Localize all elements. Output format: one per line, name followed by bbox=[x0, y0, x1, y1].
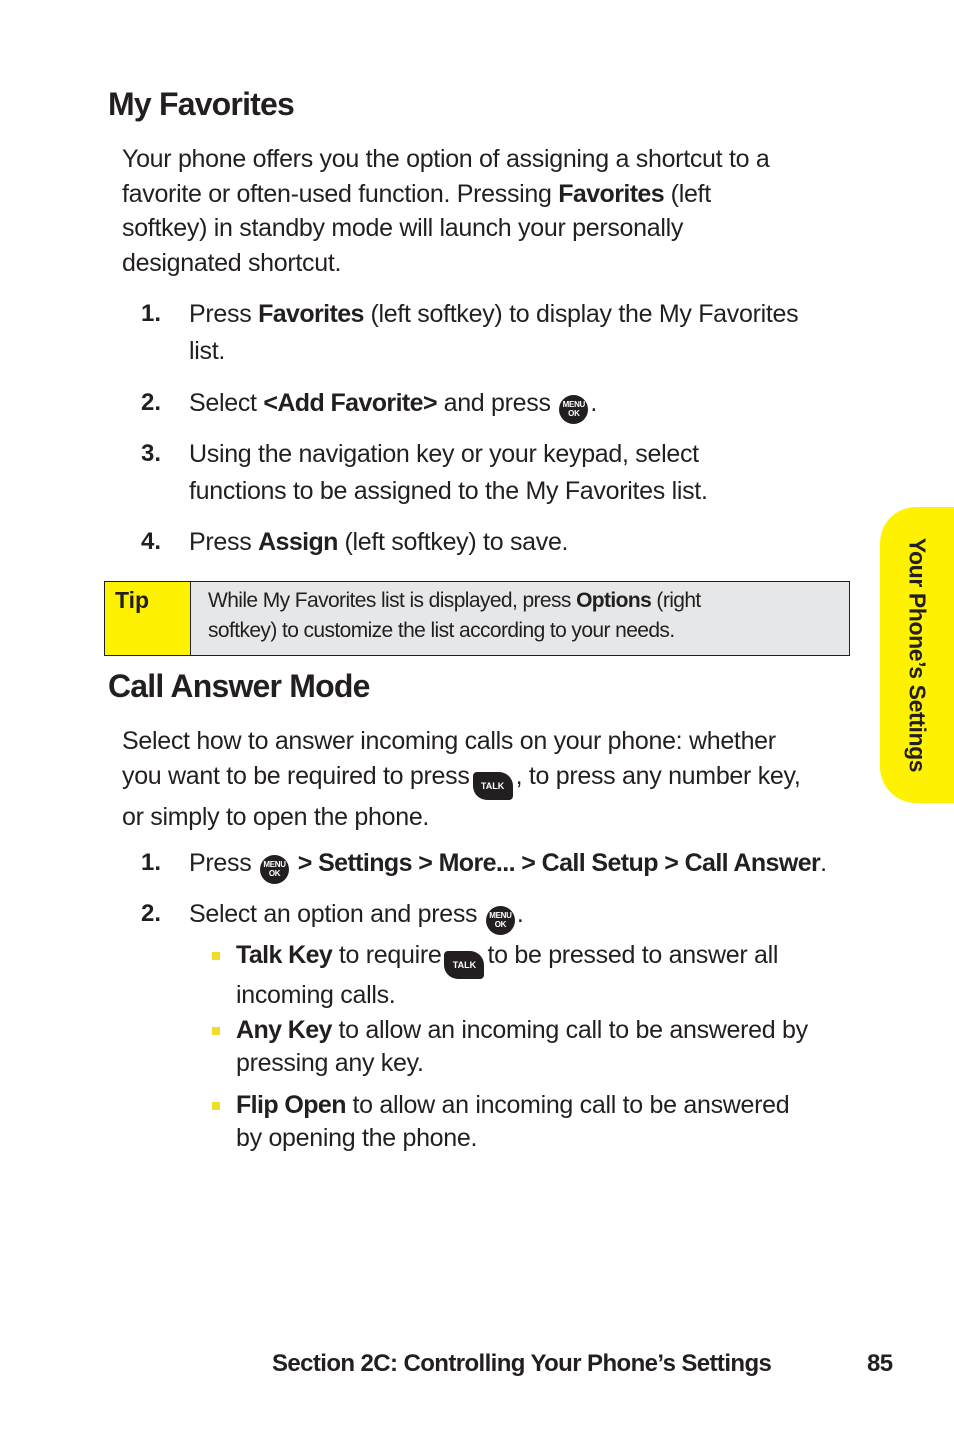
option-any-key bbox=[236, 1014, 866, 1080]
intro-line: softkey) in standby mode will launch your personally bbox=[122, 214, 684, 242]
tip-bold: Options bbox=[576, 589, 652, 612]
step-text: Press bbox=[189, 849, 252, 877]
key-label: OK bbox=[568, 409, 580, 418]
key-label: MENU bbox=[263, 860, 286, 869]
step-number: 3. bbox=[141, 440, 162, 467]
step-number: 1. bbox=[141, 300, 162, 327]
menu-ok-key-icon bbox=[486, 906, 515, 935]
option-line: pressing any key. bbox=[236, 1049, 424, 1077]
bullet-icon bbox=[212, 1102, 220, 1110]
step-line: list. bbox=[189, 337, 226, 365]
intro-line: designated shortcut. bbox=[122, 248, 342, 277]
intro-line bbox=[122, 177, 862, 212]
call-answer-step-1 bbox=[189, 845, 869, 884]
intro-bold: Favorites bbox=[558, 179, 665, 208]
step-number: 4. bbox=[141, 528, 162, 555]
step-bold: <Add Favorite> bbox=[263, 389, 437, 417]
option-talk-key bbox=[236, 939, 856, 1012]
my-favorites-intro bbox=[122, 142, 862, 280]
step-number: 1. bbox=[141, 849, 162, 876]
tip-label bbox=[105, 582, 191, 655]
step-line bbox=[189, 296, 859, 333]
step-2-text bbox=[189, 385, 859, 424]
menu-ok-key-icon bbox=[260, 855, 289, 884]
option-line bbox=[236, 1014, 866, 1047]
key-label: OK bbox=[268, 869, 281, 878]
chapter-side-tab bbox=[880, 507, 954, 803]
intro-line: Your phone offers you the option of assigning a shortcut to a bbox=[122, 145, 770, 173]
step-number: 2. bbox=[141, 900, 162, 927]
step-text: and press bbox=[436, 389, 551, 417]
tip-line: softkey) to customize the list according to your needs. bbox=[208, 619, 675, 642]
intro-text: you want to be required to press bbox=[122, 761, 470, 790]
bullet-icon bbox=[212, 952, 220, 960]
step-line: functions to be assigned to the My Favorites list. bbox=[189, 477, 708, 505]
footer-section-title: Section 2C: Controlling Your Phone’s Settings bbox=[272, 1350, 772, 1377]
tip-line bbox=[208, 586, 828, 616]
chapter-side-tab-label: Your Phone’s Settings bbox=[904, 537, 931, 773]
option-text: to allow an incoming call to be answered bbox=[345, 1091, 790, 1119]
step-1-text bbox=[189, 296, 859, 370]
step-4-text bbox=[189, 524, 859, 561]
step-text: Select bbox=[189, 389, 264, 417]
step-text: . bbox=[820, 849, 827, 877]
tip-text bbox=[208, 586, 828, 646]
section-title-call-answer-mode: Call Answer Mode bbox=[108, 668, 370, 704]
option-text: to be pressed to answer all bbox=[487, 941, 779, 969]
step-text: (left softkey) to display the My Favorites bbox=[363, 300, 799, 328]
bullet-icon bbox=[212, 1027, 220, 1035]
intro-line: Select how to answer incoming calls on your phone: whether bbox=[122, 727, 776, 755]
key-label: MENU bbox=[489, 911, 512, 920]
step-bold: Assign bbox=[258, 528, 338, 556]
call-answer-step-2 bbox=[189, 896, 869, 935]
intro-line bbox=[122, 759, 862, 800]
section-title-my-favorites: My Favorites bbox=[108, 86, 295, 122]
step-bold: Favorites bbox=[258, 300, 364, 328]
step-text: Press bbox=[189, 300, 259, 328]
option-flip-open bbox=[236, 1089, 866, 1155]
step-line: Using the navigation key or your keypad, select bbox=[189, 440, 699, 468]
option-line bbox=[236, 939, 856, 979]
intro-text: (left bbox=[664, 179, 711, 208]
tip-text-part: While My Favorites list is displayed, press bbox=[208, 589, 577, 612]
intro-line: or simply to open the phone. bbox=[122, 802, 430, 831]
option-line bbox=[236, 1089, 866, 1122]
option-text: to allow an incoming call to be answered by bbox=[331, 1016, 808, 1044]
step-text: . bbox=[590, 389, 598, 417]
page-number: 85 bbox=[867, 1350, 893, 1377]
option-line: by opening the phone. bbox=[236, 1124, 478, 1152]
talk-key-icon: TALK bbox=[473, 772, 513, 800]
menu-path: > Settings > More... > Call Setup > Call Answer bbox=[297, 849, 821, 877]
talk-key-icon: TALK bbox=[444, 951, 484, 979]
tip-label-text: Tip bbox=[115, 587, 150, 613]
intro-text: favorite or often-used function. Pressing bbox=[122, 179, 559, 208]
call-answer-intro bbox=[122, 724, 862, 834]
step-3-text bbox=[189, 436, 859, 510]
tip-text-part: (right bbox=[651, 589, 701, 612]
step-text: Select an option and press bbox=[189, 900, 478, 928]
step-text: Press bbox=[189, 528, 259, 556]
menu-ok-key-icon bbox=[559, 395, 588, 424]
step-number: 2. bbox=[141, 389, 162, 416]
option-bold: Talk Key bbox=[236, 941, 333, 969]
key-label: OK bbox=[494, 920, 507, 929]
option-bold: Any Key bbox=[236, 1016, 332, 1044]
option-text: to require bbox=[332, 941, 442, 969]
tip-box bbox=[104, 581, 850, 656]
step-text: . bbox=[516, 900, 524, 928]
option-line: incoming calls. bbox=[236, 981, 396, 1009]
option-bold: Flip Open bbox=[236, 1091, 346, 1119]
step-text: (left softkey) to save. bbox=[337, 528, 569, 556]
key-label: MENU bbox=[562, 400, 586, 409]
intro-text: , to press any number key, bbox=[515, 761, 801, 790]
